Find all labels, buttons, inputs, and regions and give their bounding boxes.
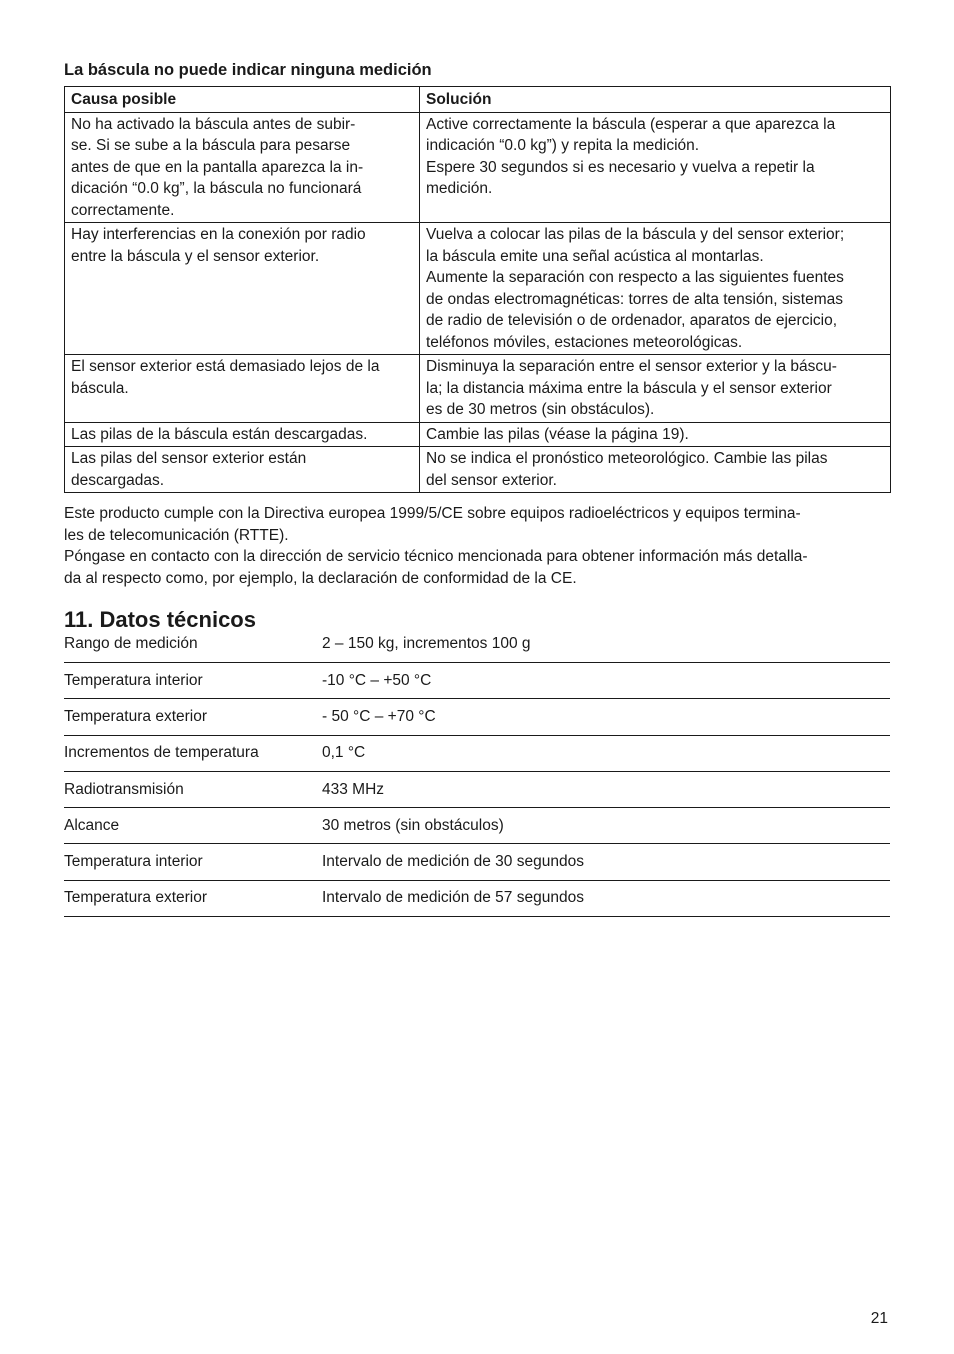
cell-text-line: Aumente la separación con respecto a las siguientes fuentes [426,269,844,286]
cell-text-line: la báscula emite una señal acústica al montarlas. [426,247,764,265]
cell-text-line: medición. [426,180,493,197]
compliance-notice [64,503,890,589]
table-header-row [65,87,891,113]
notice-line: Póngase en contacto con la dirección de servicio técnico mencionada para obtener información más detalla- [64,548,808,565]
spec-row [64,808,890,844]
cell-text-line: se. Si se sube a la báscula para pesarse [71,137,351,154]
cause-cell [65,355,420,423]
cell-text-line: dicación “0.0 kg”, la báscula no funcionará [71,180,362,197]
spec-value: 2 – 150 kg, incrementos 100 g [322,635,531,652]
spec-row [64,736,890,772]
table-row [65,447,891,493]
cell-text-line: No ha activado la báscula antes de subir- [71,115,356,133]
cause-cell [65,447,420,493]
spec-row [64,881,890,917]
table-row [65,422,891,447]
spec-value: Intervalo de medición de 57 segundos [322,889,584,907]
cell-text-line: Cambie las pilas (véase la página 19). [426,425,689,443]
notice-line: da al respecto como, por ejemplo, la declaración de conformidad de la CE. [64,569,577,587]
spec-label: Alcance [64,816,120,834]
spec-value: 0,1 °C [322,744,366,762]
table-row [65,112,891,223]
solution-cell [420,355,891,423]
cell-text-line: báscula. [71,379,129,397]
spec-label: Temperatura interior [64,853,203,871]
spec-row [64,699,890,735]
spec-label: Temperatura interior [64,671,203,689]
cell-text-line: Vuelva a colocar las pilas de la báscula y del sensor exterior; [426,226,845,243]
cell-text-line: de ondas electromagnéticas: torres de alta tensión, sistemas [426,290,844,308]
cell-text-line: indicación “0.0 kg”) y repita la medición. [426,137,700,154]
spec-value: 433 MHz [322,780,385,798]
cell-text-line: descargadas. [71,471,165,489]
spec-row [64,663,890,699]
page-content [64,58,890,917]
spec-row [64,635,890,663]
cause-cell [65,112,420,223]
troubleshooting-table [64,86,891,493]
spec-value: - 50 °C – +70 °C [322,707,436,725]
cell-text-line: entre la báscula y el sensor exterior. [71,247,320,265]
spec-label: Temperatura exterior [64,707,208,725]
cell-text-line: la; la distancia máxima entre la báscula y el sensor exterior [426,379,832,397]
header-cause: Causa posible [65,87,420,113]
cell-text-line: Disminuya la separación entre el sensor exterior y la báscu- [426,358,837,375]
cell-text-line: Espere 30 segundos si es necesario y vuelva a repetir la [426,158,815,176]
spec-row [64,844,890,880]
cell-text-line: antes de que en la pantalla aparezca la in- [71,158,364,176]
solution-cell [420,422,891,447]
cell-text-line: Hay interferencias en la conexión por radio [71,226,366,243]
spec-label: Radiotransmisión [64,780,184,798]
cell-text-line: Active correctamente la báscula (esperar a que aparezca la [426,115,836,133]
technical-data-table [64,635,890,917]
spec-label: Rango de medición [64,635,198,652]
technical-data-title: 11. Datos técnicos [64,607,256,632]
cell-text-line: El sensor exterior está demasiado lejos de la [71,358,380,375]
cause-cell [65,422,420,447]
cell-text-line: No se indica el pronóstico meteorológico. Cambie las pilas [426,450,828,467]
cell-text-line: Las pilas del sensor exterior están [71,450,307,467]
troubleshooting-title: La báscula no puede indicar ninguna medición [64,61,432,79]
cell-text-line: del sensor exterior. [426,471,557,489]
cell-text-line: es de 30 metros (sin obstáculos). [426,401,655,418]
cell-text-line: correctamente. [71,201,175,219]
cell-text-line: teléfonos móviles, estaciones meteorológicas. [426,333,743,351]
spec-value: -10 °C – +50 °C [322,671,432,689]
spec-value: Intervalo de medición de 30 segundos [322,853,584,871]
page-number: 21 [870,1310,888,1327]
cell-text-line: de radio de televisión o de ordenador, aparatos de ejercicio, [426,312,838,329]
spec-label: Incrementos de temperatura [64,744,259,762]
table-row [65,223,891,355]
notice-line: les de telecomunicación (RTTE). [64,526,289,544]
notice-line: Este producto cumple con la Directiva europea 1999/5/CE sobre equipos radioeléctricos y equipos termina- [64,505,801,522]
spec-value: 30 metros (sin obstáculos) [322,816,504,834]
spec-row [64,772,890,808]
solution-cell [420,447,891,493]
cell-text-line: Las pilas de la báscula están descargadas. [71,425,368,443]
header-solution: Solución [420,87,891,113]
table-row [65,355,891,423]
cause-cell [65,223,420,355]
solution-cell [420,112,891,223]
solution-cell [420,223,891,355]
spec-label: Temperatura exterior [64,889,208,907]
